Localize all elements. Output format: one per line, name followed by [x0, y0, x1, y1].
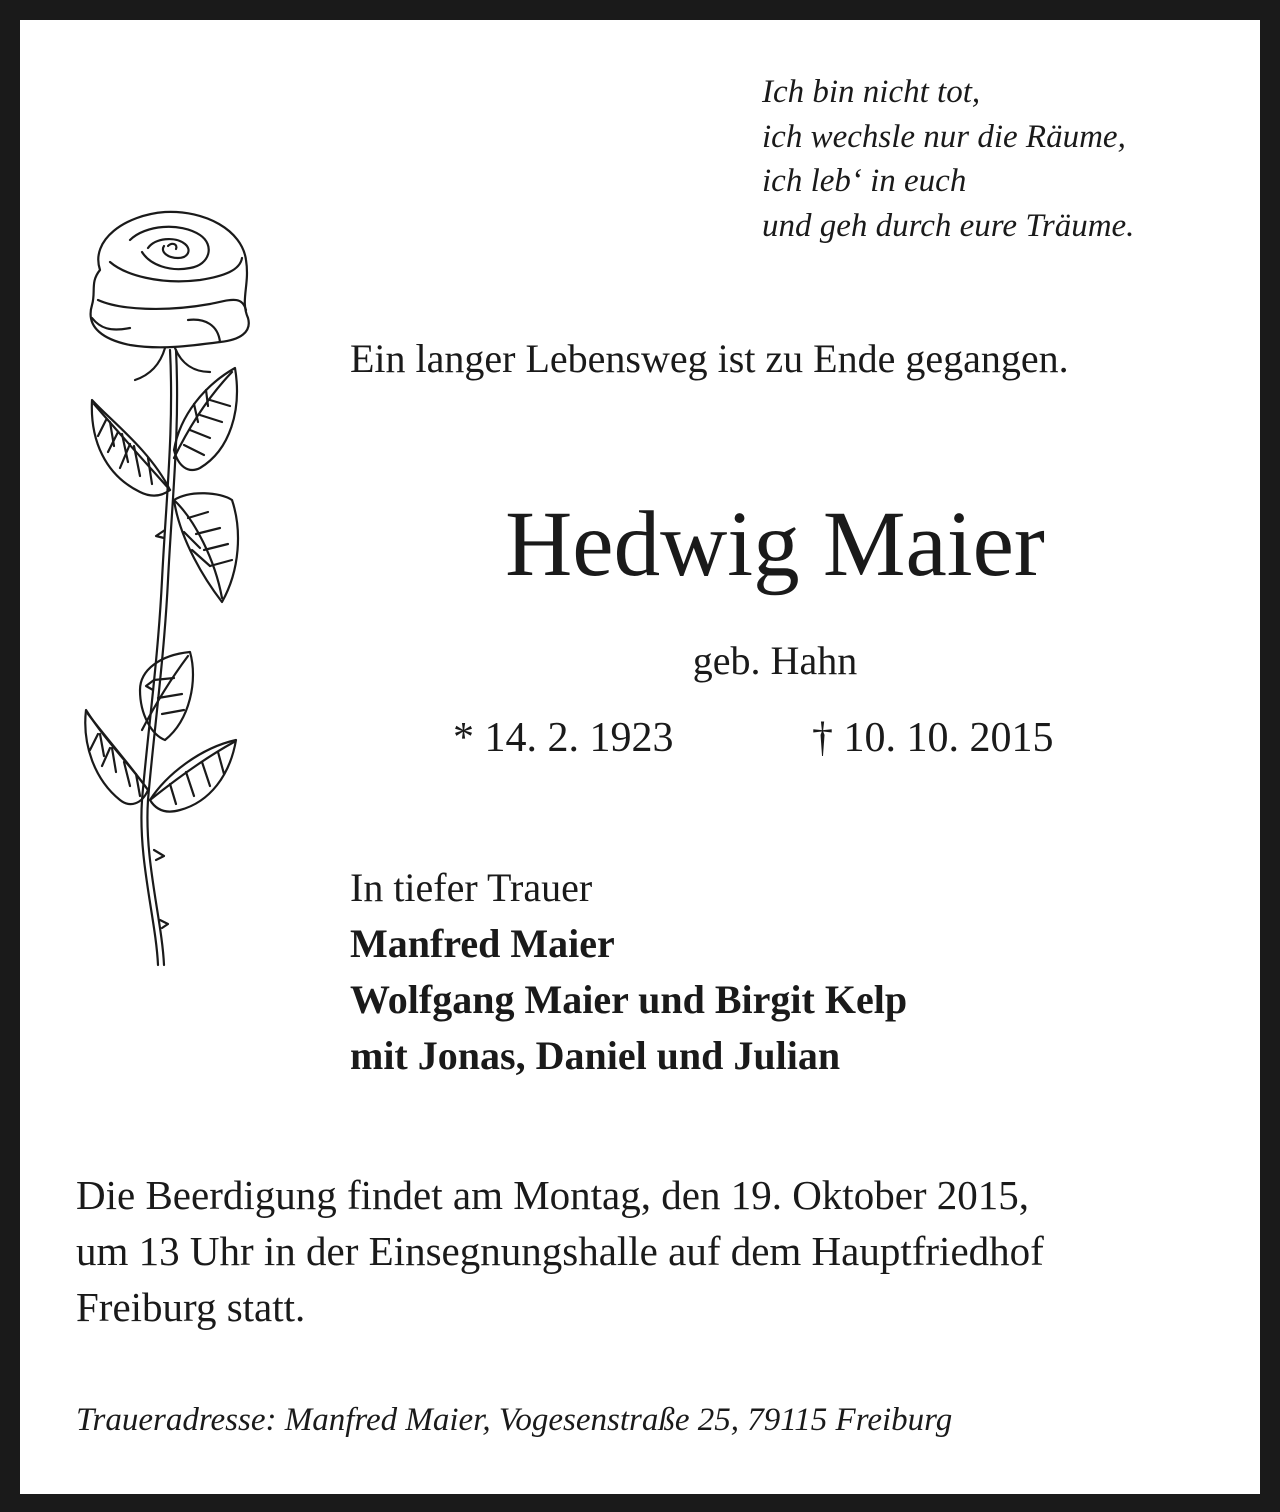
poem-line: Ich bin nicht tot,	[762, 74, 981, 110]
deceased-name: Hedwig Maier	[505, 493, 1045, 596]
poem-line: und geh durch eure Träume.	[762, 207, 1135, 244]
poem-line: ich wechsle nur die Räume,	[762, 118, 1126, 155]
mourner-name: Manfred Maier	[350, 921, 615, 966]
mourner-name: Wolfgang Maier und Birgit Kelp	[350, 977, 908, 1022]
funeral-line: Die Beerdigung findet am Montag, den 19. Oktober 2015,	[76, 1172, 1030, 1218]
mourning-heading: In tiefer Trauer	[350, 865, 593, 910]
poem-line: ich leb‘ in euch	[762, 163, 967, 199]
mourner-name: mit Jonas, Daniel und Julian	[350, 1033, 841, 1078]
mourning-address: Traueradresse: Manfred Maier, Vogesenstraße 25, 79115 Freiburg	[76, 1402, 953, 1438]
birth-date: * 14. 2. 1923	[453, 715, 674, 761]
maiden-name: geb. Hahn	[692, 638, 858, 683]
funeral-line: um 13 Uhr in der Einsegnungshalle auf dem Hauptfriedhof	[76, 1228, 1044, 1274]
rose-icon	[70, 200, 260, 980]
intro-text: Ein langer Lebensweg ist zu Ende gegangen.	[350, 336, 1069, 381]
funeral-line: Freiburg statt.	[76, 1284, 306, 1330]
mourner-list	[350, 916, 907, 1084]
death-date: † 10. 10. 2015	[812, 715, 1054, 761]
funeral-notice	[76, 1167, 1044, 1335]
poem	[762, 70, 1134, 248]
